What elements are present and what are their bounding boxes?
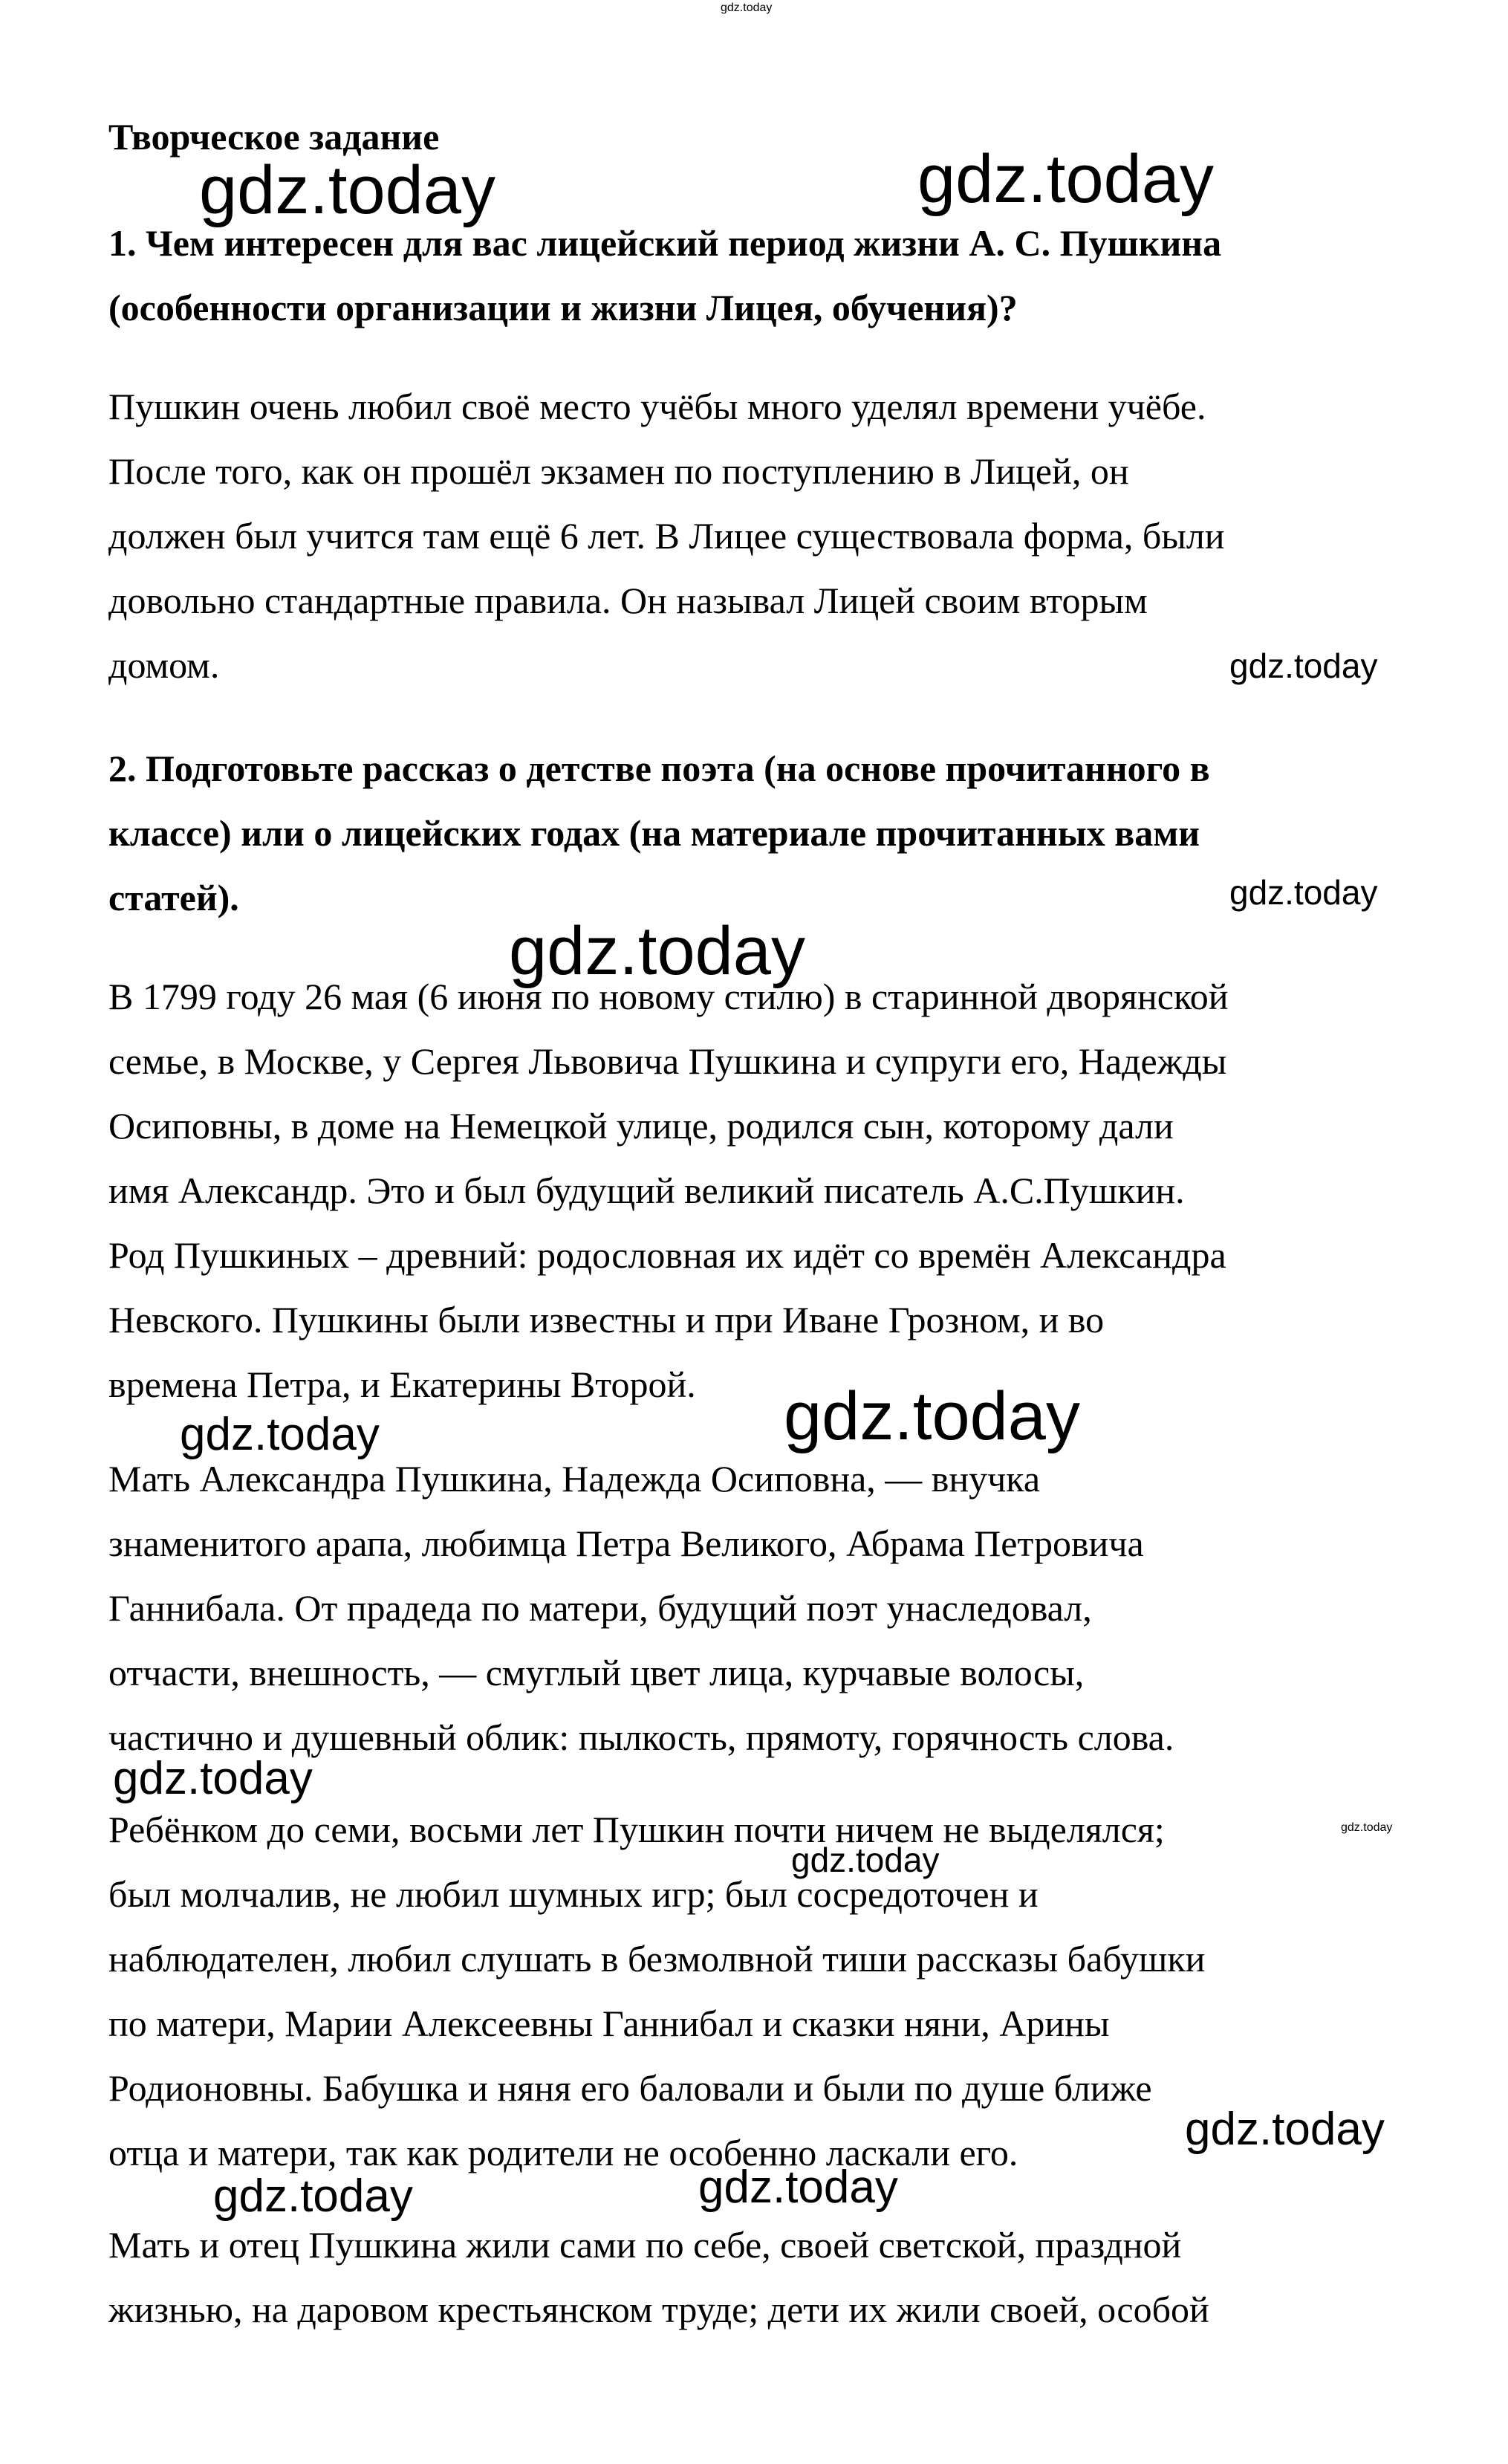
- watermark: gdz.today: [1229, 646, 1378, 685]
- paragraph-2-line: Ганнибала. От прадеда по матери, будущий поэт унаследовал,: [108, 1587, 1092, 1629]
- paragraph-1-line: имя Александр. Это и был будущий великий писатель А.С.Пушкин.: [108, 1170, 1185, 1211]
- paragraph-2-line: знаменитого арапа, любимца Петра Великого, Абрама Петровича: [108, 1523, 1144, 1564]
- question-1-line-1: 1. Чем интересен для вас лицейский период жизни А. С. Пушкина: [108, 222, 1222, 264]
- answer-1-line: должен был учится там ещё 6 лет. В Лицее существовала форма, были: [108, 515, 1225, 557]
- paragraph-3-line: по матери, Марии Алексеевны Ганнибал и сказки няни, Арины: [108, 2003, 1110, 2044]
- paragraph-3-line: отца и матери, так как родители не особенно ласкали его.: [108, 2132, 1018, 2173]
- section-title: Творческое задание: [108, 116, 440, 158]
- paragraph-2-line: отчасти, внешность, — смуглый цвет лица, курчавые волосы,: [108, 1652, 1085, 1693]
- paragraph-3-line: наблюдателен, любил слушать в безмолвной тиши рассказы бабушки: [108, 1938, 1206, 1980]
- answer-1-line: довольно стандартные правила. Он называл Лицей своим вторым: [108, 580, 1148, 621]
- paragraph-1-line: Невского. Пушкины были известны и при Иване Грозном, и во: [108, 1299, 1105, 1340]
- paragraph-3-line: был молчалив, не любил шумных игр; был сосредоточен и: [108, 1873, 1039, 1915]
- watermark: gdz.today: [698, 2162, 898, 2213]
- answer-1-line: домом.: [108, 644, 220, 686]
- paragraph-1-line: времена Петра, и Екатерины Второй.: [108, 1364, 696, 1405]
- paragraph-3-line: Ребёнком до семи, восьми лет Пушкин почти ничем не выделялся;: [108, 1809, 1165, 1850]
- paragraph-2-line: Мать Александра Пушкина, Надежда Осиповна, — внучка: [108, 1458, 1041, 1500]
- question-2-line-3: статей).: [108, 877, 239, 918]
- paragraph-1-line: семье, в Москве, у Сергея Львовича Пушкина и супруги его, Надежды: [108, 1040, 1227, 1082]
- question-2-line-1: 2. Подготовьте рассказ о детстве поэта (на основе прочитанного в: [108, 748, 1210, 789]
- paragraph-1-line: Осиповны, в доме на Немецкой улице, родился сын, которому дали: [108, 1105, 1174, 1147]
- watermark: gdz.today: [1341, 1821, 1393, 1834]
- paragraph-4-line: жизнью, на даровом крестьянском труде; дети их жили своей, особой: [108, 2289, 1209, 2330]
- paragraph-1-line: Род Пушкиных – древний: родословная их идёт со времён Александра: [108, 1234, 1226, 1276]
- paragraph-3-line: Родионовны. Бабушка и няня его баловали и были по душе ближе: [108, 2067, 1152, 2109]
- watermark: gdz.today: [199, 152, 495, 228]
- question-1-line-2: (особенности организации и жизни Лицея, обучения)?: [108, 287, 1018, 328]
- watermark: gdz.today: [1185, 2104, 1385, 2155]
- answer-1-line: Пушкин очень любил своё место учёбы много уделял времени учёбе.: [108, 386, 1206, 427]
- paragraph-1-line: В 1799 году 26 мая (6 июня по новому стилю) в старинной дворянской: [108, 976, 1229, 1017]
- paragraph-2-line: частично и душевный облик: пылкость, прямоту, горячность слова.: [108, 1716, 1174, 1758]
- question-2-line-2: классе) или о лицейских годах (на материале прочитанных вами: [108, 812, 1200, 854]
- watermark: gdz.today: [917, 141, 1214, 217]
- watermark: gdz.today: [791, 1841, 940, 1879]
- watermark: gdz.today: [113, 1753, 313, 1804]
- watermark: gdz.today: [509, 913, 805, 989]
- paragraph-4-line: Мать и отец Пушкина жили сами по себе, своей светской, праздной: [108, 2224, 1182, 2266]
- watermark: gdz.today: [213, 2170, 413, 2222]
- watermark: gdz.today: [784, 1378, 1080, 1454]
- watermark: gdz.today: [1229, 873, 1378, 912]
- header-watermark: gdz.today: [721, 1, 773, 14]
- answer-1-line: После того, как он прошёл экзамен по поступлению в Лицей, он: [108, 450, 1129, 492]
- watermark: gdz.today: [180, 1409, 380, 1460]
